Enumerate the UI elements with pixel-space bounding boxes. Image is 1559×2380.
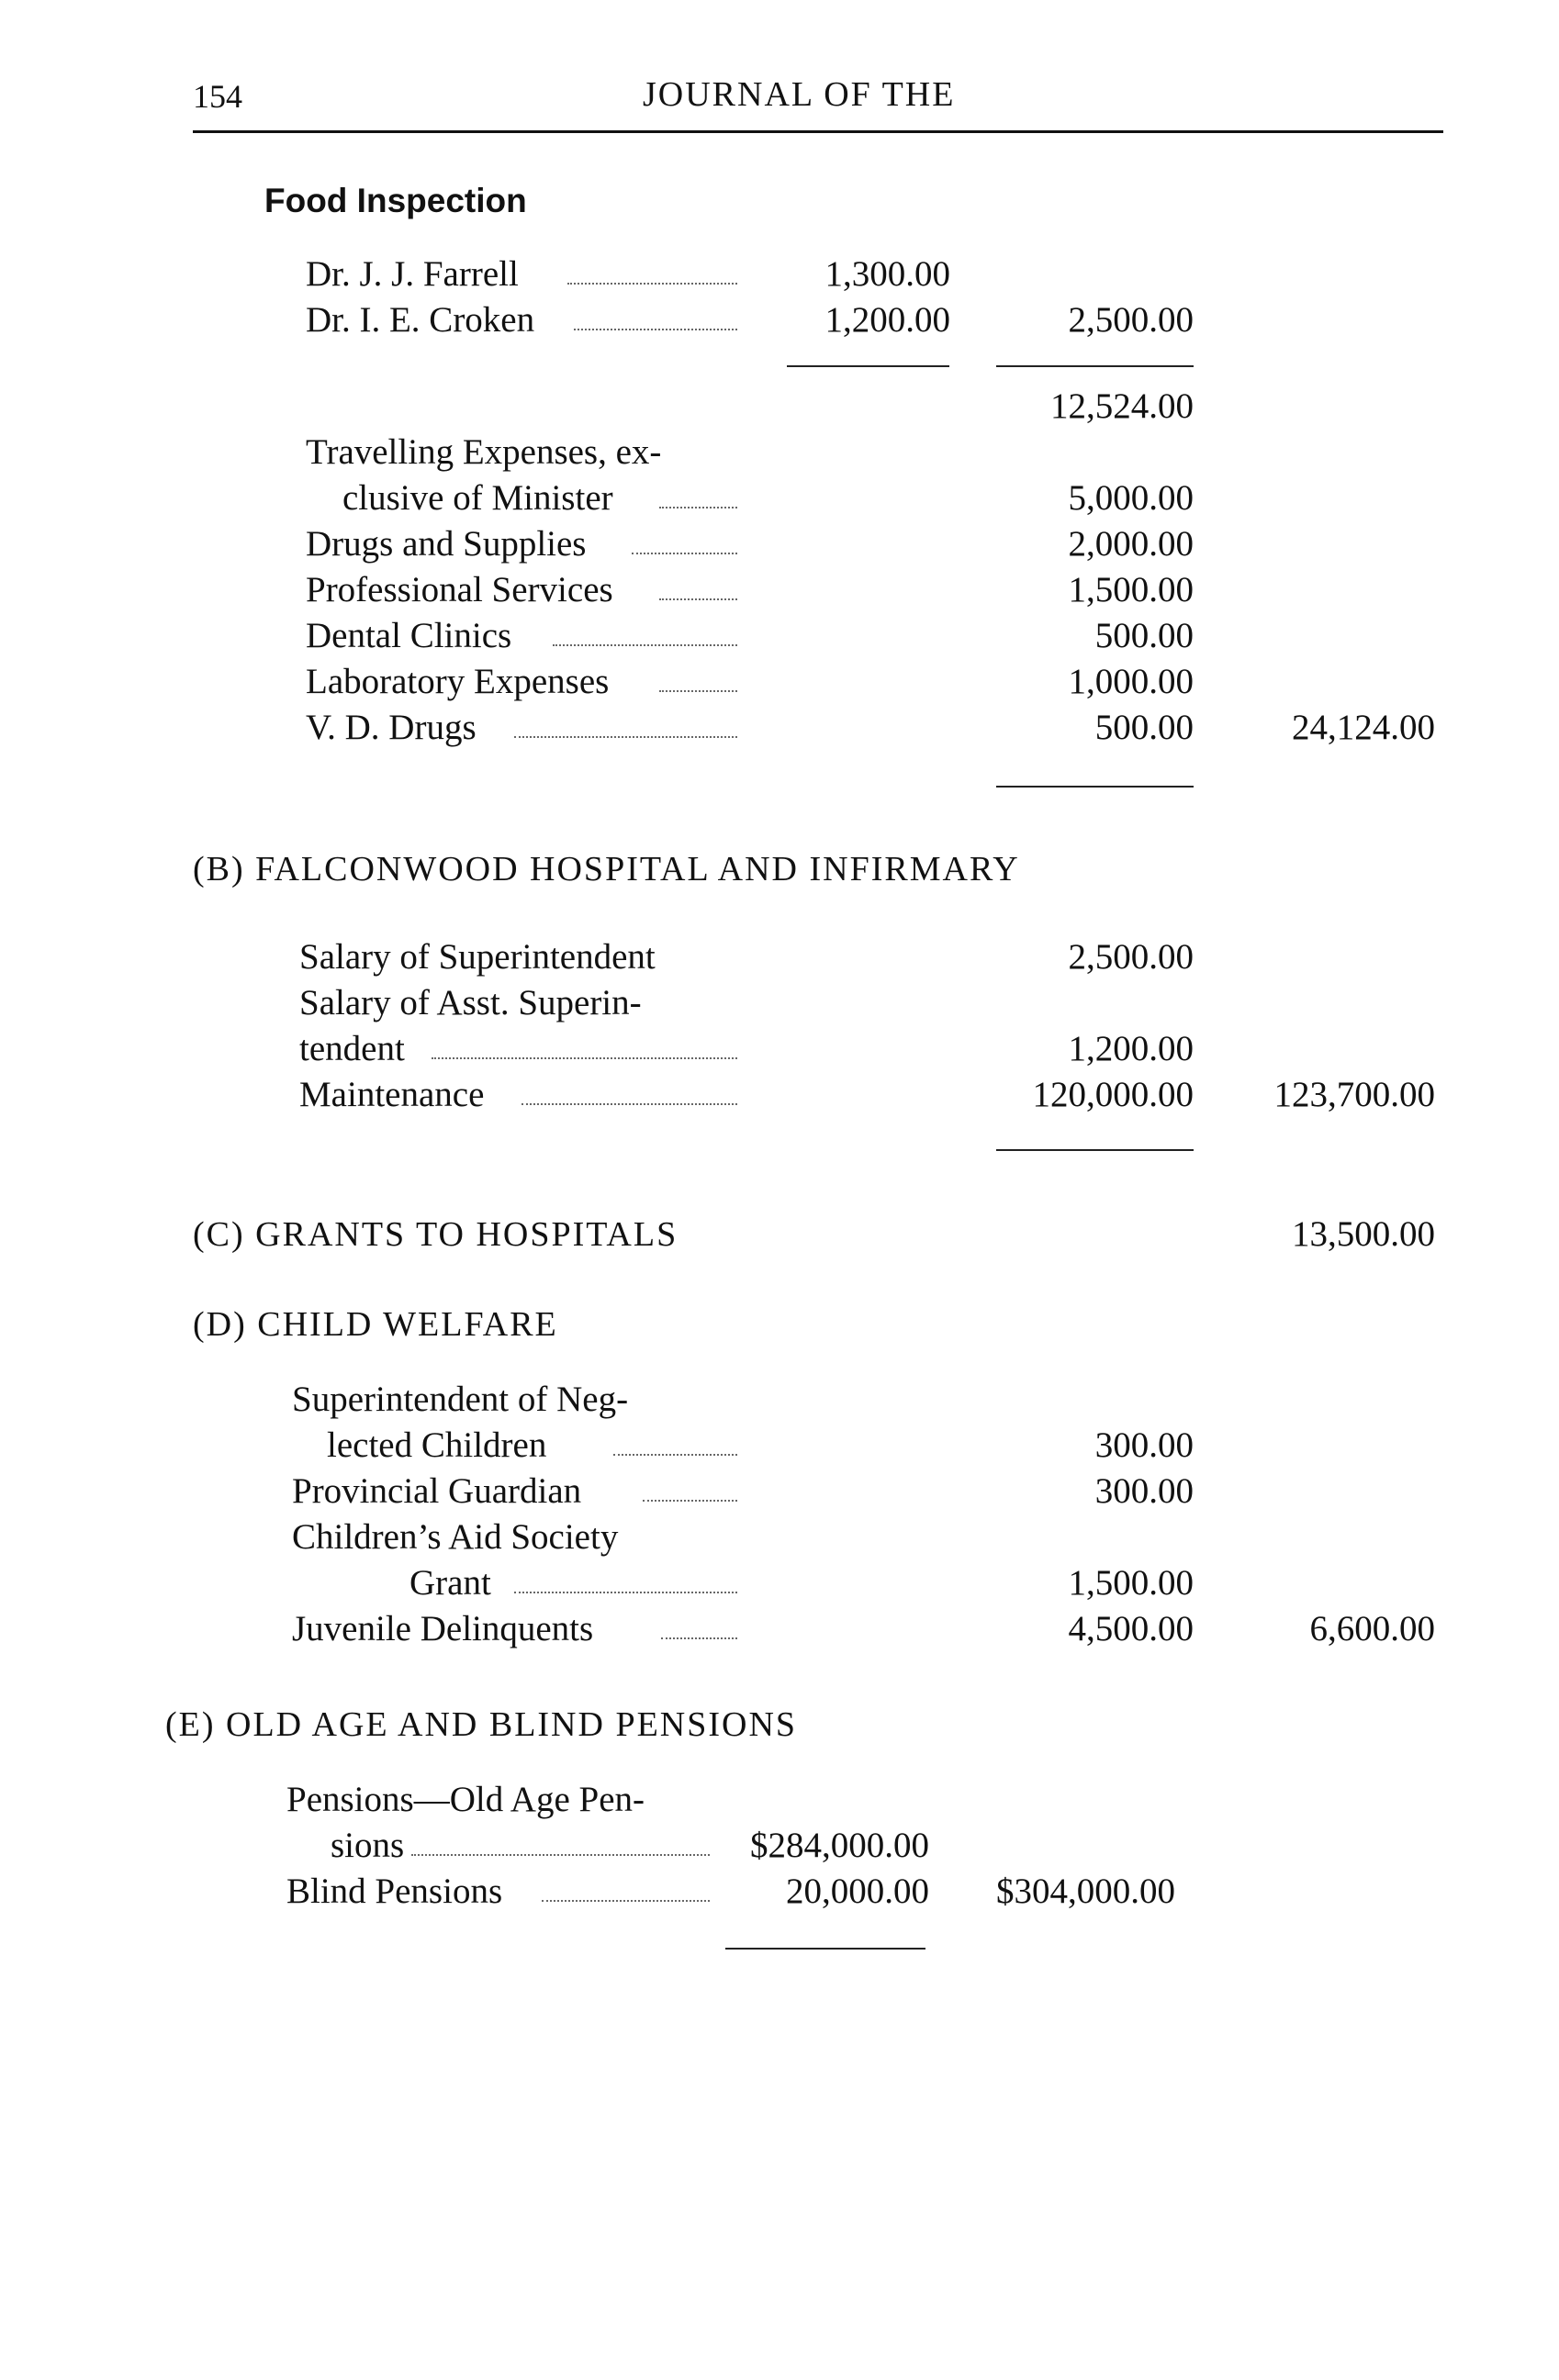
blind-amount: 20,000.00 [786,1872,929,1911]
aid-society-label-1: Children’s Aid Society [292,1517,619,1557]
travelling-label-2: clusive of Minister [342,478,613,518]
salary-super-label: Salary of Superintendent [299,937,656,977]
neglected-amount: 300.00 [1094,1425,1194,1465]
leader-dots [613,1454,737,1456]
leader-dots [542,1900,710,1902]
guardian-amount: 300.00 [1094,1471,1194,1511]
travelling-amount: 5,000.00 [1068,478,1194,518]
leader-dots [659,690,737,692]
croken-label: Dr. I. E. Croken [306,300,535,340]
section-b-total: 123,700.00 [1273,1075,1435,1114]
professional-amount: 1,500.00 [1068,570,1194,609]
aid-society-amount: 1,500.00 [1068,1563,1194,1603]
drugs-supplies-label: Drugs and Supplies [306,524,587,564]
maintenance-label: Maintenance [299,1075,485,1114]
leader-dots [632,553,737,554]
laboratory-amount: 1,000.00 [1068,662,1194,701]
section-c-total: 13,500.00 [1292,1214,1435,1254]
leader-dots [574,329,737,330]
maintenance-amount: 120,000.00 [1032,1075,1194,1114]
leader-dots [567,283,737,285]
header-rule [193,130,1443,133]
leader-dots [514,736,737,738]
leader-dots [659,507,737,508]
section-e-heading: (E) OLD AGE AND BLIND PENSIONS [165,1705,798,1744]
old-age-label-1: Pensions—Old Age Pen- [286,1780,645,1819]
salary-asst-amount: 1,200.00 [1068,1029,1194,1068]
sum-rule [787,365,949,367]
drugs-supplies-amount: 2,000.00 [1068,524,1194,564]
farrell-label: Dr. J. J. Farrell [306,254,519,294]
food-inspection-subtotal: 2,500.00 [1068,300,1194,340]
sum-rule [996,786,1194,788]
leader-dots [643,1500,737,1502]
section-b-heading: (B) FALCONWOOD HOSPITAL AND INFIRMARY [193,850,1020,888]
section-c-heading: (C) GRANTS TO HOSPITALS [193,1215,679,1254]
neglected-label-1: Superintendent of Neg- [292,1380,629,1419]
leader-dots [659,598,737,600]
sum-rule [996,1149,1194,1151]
leader-dots [411,1854,710,1856]
leader-dots [522,1103,737,1105]
salary-asst-label-1: Salary of Asst. Superin- [299,983,642,1022]
neglected-label-2: lected Children [327,1425,547,1465]
aid-society-label-2: Grant [409,1563,491,1603]
juvenile-amount: 4,500.00 [1068,1609,1194,1648]
food-inspection-heading: Food Inspection [264,182,527,219]
juvenile-label: Juvenile Delinquents [292,1609,594,1648]
vd-drugs-label: V. D. Drugs [306,708,477,747]
laboratory-label: Laboratory Expenses [306,662,610,701]
farrell-amount: 1,300.00 [824,254,950,294]
croken-amount: 1,200.00 [824,300,950,340]
professional-label: Professional Services [306,570,613,609]
vd-drugs-amount: 500.00 [1094,708,1194,747]
dental-amount: 500.00 [1094,616,1194,655]
salary-asst-label-2: tendent [299,1029,405,1068]
guardian-label: Provincial Guardian [292,1471,582,1511]
sum-rule [725,1948,925,1950]
travelling-label-1: Travelling Expenses, ex- [306,432,662,472]
running-head: JOURNAL OF THE [643,75,956,114]
leader-dots [553,644,737,646]
leader-dots [514,1592,737,1593]
leader-dots [432,1057,737,1059]
sum-rule [996,365,1194,367]
food-inspection-total: 24,124.00 [1292,708,1435,747]
section-d-heading: (D) CHILD WELFARE [193,1305,558,1344]
salary-super-amount: 2,500.00 [1068,937,1194,977]
old-age-amount: $284,000.00 [750,1826,929,1865]
section-d-total: 6,600.00 [1309,1609,1435,1648]
running-total: 12,524.00 [1050,386,1194,426]
page-number: 154 [193,78,242,115]
blind-label: Blind Pensions [286,1872,503,1911]
dental-label: Dental Clinics [306,616,512,655]
leader-dots [661,1637,737,1639]
section-e-total: $304,000.00 [996,1872,1175,1911]
old-age-label-2: sions [331,1826,405,1865]
